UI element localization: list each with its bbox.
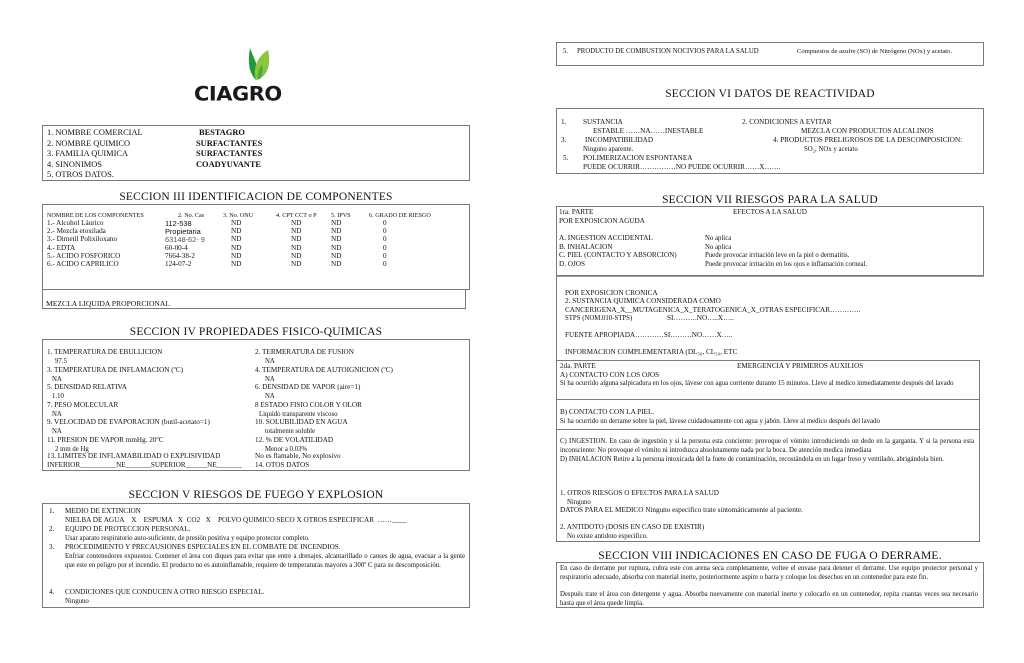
ingestion-text: C) INGESTION. En caso de ingestión y si la persona esta conciente: provoque el vómito introduciendo un dedo en la garganta. Y si la persona esta inconsciente: No provoque el vómito ni introduzca absolutamente nada por la boca. De atención medica inmediata [560,438,974,454]
fire-item-1-num: 1. [49,507,55,515]
fire-box [42,503,470,608]
info-label: INFORMACION COMPLEMENTARIA (DL₅₀, CL₅₀, ETC [565,348,738,356]
react-num-5: 5. [563,154,569,162]
fire-item-1-text: NIELBA DE AGUA X ESPUMA X CO2 X POLVO QUIMICO SECO X OTROS ESPECIFICAR ……____ [65,516,407,524]
id-value-4: COADYUVANTE [196,159,261,169]
property-label: 3. TEMPERATURA DE INFLAMACION (ºC) [47,365,184,374]
component-name: 1.- Alcohol Láurico [47,219,104,227]
component-cell: 60-00-4 [165,243,188,252]
components-footer: MEZCLA LIQUIDA PROPORCIONAL [46,299,171,308]
combustion-label: PRODUCTO DE COMBUSTION NOCIVIOS PARA LA SALUD [577,48,759,55]
property-label: 12. % DE VOLATILIDAD [255,435,334,444]
component-cell: ND [291,235,302,244]
first-aid-box [556,360,980,542]
property-value: NA [265,393,275,400]
part2-label: 2da. PARTE [560,362,596,370]
react-num-1: 1. [561,118,567,126]
section6-title: SECCION VI DATOS DE REACTIVIDAD [665,88,875,100]
id-label-2: 2. NOMBRE QUIMICO [47,138,131,148]
property-label: 8 ESTADO FISIO COLOR Y OLOR [255,400,362,409]
id-label-1: 1. NOMBRE COMERCIAL [47,128,143,137]
id-label-5: 5. OTROS DATOS. [47,170,114,179]
column-header: 6. GRADO DE RIESGO [369,212,431,219]
divider [557,429,979,430]
combustion-num: 5. [563,48,569,55]
productos-label: 4. PRODUCTOS PRELIGROSOS DE LA DESCOMPOSICION: [773,136,963,144]
acute-c-value: Puede provocar irritación leve en la piel o dermatitis. [705,252,850,259]
part1-label: 1ra. PARTE [559,208,594,216]
eyes-text: Si ha ocurrido alguna salpicadura en los ojos, lávese con agua corriente durante 15 minutos. Lleve al medico inmediatamente después del lavado [560,380,954,387]
fire-item-1-label: MEDIO DE EXTINCION [65,507,141,515]
acute-c-label: C. PIEL (CONTACTO Y ABSORCION) [559,251,677,259]
limits-value: No es flamable, No explosivo [255,452,341,460]
component-cell: ND [331,235,342,244]
chronic-line-1: 2. SUSTANCIA QUIMICA CONSIDERADA COMO [565,297,721,305]
acute-d-value: Puede provocar irritación en los ojos e inflamación corneal. [705,260,868,268]
polim-label: POLIMERIZACION ESPONTANEA [583,154,693,162]
id-label-4: 4. SINONIMOS [47,159,102,169]
property-value: Menor a 0.03% [265,445,308,453]
component-cell: ND [231,227,242,236]
incompat-value: Ninguno aparente. [583,146,634,153]
antidote-value: No existe antidoto especifico. [567,533,648,540]
react-num-3: 3. [561,136,567,144]
column-header: 2. No. Cas [178,212,205,219]
fire-item-2-label: EQUIPO DE PROTECCION PERSONAL. [65,525,191,533]
chronic-box [556,276,984,360]
acute-a-value: No aplica [705,235,732,242]
component-cell: ND [291,227,302,236]
stps-label: STPS (NOM.010-STPS) [565,315,633,322]
fire-item-2-num: 2. [49,525,55,533]
property-value: NA [265,375,275,383]
column-header: 5. IPVS [331,212,351,219]
acute-label: POR EXPOSICION AGUDA [559,217,645,225]
id-value-3: SURFACTANTES [196,149,263,158]
component-cell: ND [331,219,342,227]
component-cell: Propietaria [165,227,201,237]
property-label: 4. TEMPERATURA DE AUTOIGNICION (ºC) [255,365,393,374]
id-value-1: BESTAGRO [199,128,245,137]
components-box [42,204,470,290]
acute-d-label: D. OJOS [559,259,585,268]
chronic-line-2: CANCERIGENA_X__MUTAGENICA_X_TERATOGENICA_X_OTRAS ESPECIFICAR…………. [565,305,861,314]
component-cell: 0 [383,227,387,236]
spill-box [556,562,984,608]
component-cell: ND [291,219,302,227]
doctor-text: DATOS PARA EL MEDICO Ninguno especifico trate sintomáticamente al paciente. [560,506,803,514]
part2-heading: EMERGENCIA Y PRIMEROS AUXILIOS [737,362,864,370]
stps-value: SI……….NO…..X….. [667,314,734,322]
limits-line: INFERIOR__________NE_______SUPERIOR______NE_______ [47,461,242,469]
property-label: 9. VELOCIDAD DE EVAPORACION (butil-acetato=1) [47,418,210,426]
component-cell: 0 [383,260,387,268]
inhalation-text: D) INHALACION Retire a la persona intoxicada del la fuete de contaminación, recostándola en un lugar freso y ventilado, abrigándola bien. [560,456,944,463]
component-cell: ND [231,260,242,268]
component-cell: ND [231,251,242,260]
fire-item-3-num: 3. [49,543,55,551]
column-header: NOMBRE DE LOS COMPONENTES [47,212,144,219]
section4-title: SECCION IV PROPIEDADES FISICO-QUIMICAS [129,326,383,338]
component-cell: 63148-62- 9 [165,235,205,245]
skin-label: B) CONTACTO CON LA PIEL. [560,408,655,416]
fire-item-4-num: 4. [49,588,55,596]
part1-heading: EFECTOS A LA SALUD [733,208,807,216]
property-label: 10. SOLUBILIDAD EN AGUA [255,418,348,426]
section8-title: SECCION VIII INDICACIONES EN CASO DE FUGA O DERRAME. [598,550,942,562]
brand-name: CIAGRO [194,82,282,106]
properties-box [42,339,470,471]
section5-title: SECCION V RIESGOS DE FUEGO Y EXPLOSION [128,489,384,501]
acute-b-value: No aplica [705,243,732,251]
antidote-label: 2. ANTIDOTO (DOSIS EN CASO DE EXISTIR) [560,523,705,531]
component-cell: ND [291,243,302,252]
component-cell: ND [331,251,342,260]
property-value: NA [52,375,62,383]
divider [557,399,979,400]
id-value-2: SURFACTANTES [196,138,263,148]
property-label: 1. TEMPERATURA DE EBULLICION [47,348,163,356]
property-value: NA [52,428,62,435]
ciagro-logo [192,44,328,108]
sustancia-value: ESTABLE ……NA……INESTABLE [593,127,704,135]
component-cell: ND [331,227,342,236]
eyes-label: A) CONTACTO CON LOS OJOS [560,370,660,379]
identification-box [42,125,470,181]
component-cell: 124-07-2 [165,260,192,268]
component-cell: ND [231,243,242,252]
section3-title: SECCION III IDENTIFICACION DE COMPONENTES [119,191,393,203]
id-label-3: 3. FAMILIA QUIMICA [47,149,129,158]
property-value: 1.10 [52,393,64,400]
property-value: 2 mm de Hg [55,445,89,453]
other-data-label: 14. OTOS DATOS [255,461,310,469]
other-risks-value: Ninguno [567,499,591,506]
components-footer-box [42,289,466,309]
skin-text: Si ha ocurrido un derrame sobre la piel, lávese cuidadosamente con agua y jabón. Lleve al medico después del lavado [560,418,880,425]
combustion-box [556,42,984,66]
property-value: Liquido transparente viscoso [259,410,338,418]
reactivity-box [556,108,984,174]
spill-p1: En caso de derrame por ruptura, cubra este con arena seca completamente, voltee el envase para detener el derrame. Use equipo protector personal y respiratorio adecuado, absorba con material inerte, posteriormente aspire o barra y coloque los desechos en un contenedor para este fin. [560,565,978,581]
component-cell: ND [291,260,302,268]
property-value: NA [265,358,275,365]
polim-value: PUEDE OCURRIR……………NO PUEDE OCURRIR……X……. [583,163,781,171]
column-header: 4. CPT CCT o P [276,212,317,219]
component-cell: ND [331,260,342,268]
component-name: 6.- ACIDO CAPRILICO [47,260,119,268]
fire-item-4-text: Ninguno [65,598,89,605]
fuente-label: FUENTE APROPIADA…………SI………NO……X….. [565,331,733,339]
condiciones-value: MEZCLA CON PRODUCTOS ALCALINOS [801,127,934,135]
property-label: 5. DENSIDAD RELATIVA [47,383,127,391]
productos-value: SO₂, NOx y acetato [804,146,858,153]
component-cell: 0 [383,251,387,260]
property-value: NA [52,410,62,418]
component-name: 4.- EDTA [47,243,76,252]
limits-label: 13. LIMITES DE INFLAMABILIDAD O EXPLISIVIDAD [47,452,221,460]
acute-box [556,206,984,276]
other-risks-label: 1. OTROS RIESGOS O EFECTOS PARA LA SALUD [560,489,719,497]
component-name: 5.- ACIDO FOSFORICO [47,251,121,260]
leaf-icon [192,44,328,88]
fire-item-2-text: Usar aparato respiratorio auto-suficiente, de presión positiva y equipo protector completo. [65,535,310,542]
sustancia-label: SUSTANCIA [583,118,623,126]
component-name: 2.- Mezcla etoxilada [47,227,106,236]
condiciones-label: 2. CONDICIONES A EVITAR [742,118,832,126]
acute-b-label: B. INHALACION [559,242,613,251]
property-value: totalmente soluble [265,428,316,435]
spill-p2: Después trate el área con detergente y agua. Absorba nuevamente con material inerte y colocarlo en un contenedor, repita cuantas veces sea necesario hasta que el área quede limpia. [560,591,978,607]
property-label: 2. TERMERATURA DE FUSION [255,348,354,356]
component-cell: ND [231,219,242,227]
component-cell: 112-538 [165,219,192,228]
component-cell: 7664-38-2 [165,251,195,260]
chronic-label: POR EXPOSICION CRONICA [565,289,658,297]
acute-a-label: A. INGESTION ACCIDENTAL [559,234,653,242]
component-cell: 0 [383,235,387,244]
component-cell: ND [231,235,242,244]
combustion-value: Compuestos de azufre (SO) de Nitrógeno (NOx) y acetato. [797,48,953,55]
section7-title: SECCION VII RIESGOS PARA LA SALUD [662,194,878,206]
incompat-label: INCOMPATIBILIDAD [585,136,654,144]
component-cell: ND [331,243,342,252]
column-header: 3. No. ONU [223,212,254,219]
fire-item-3-label: PROCEDIMIENTO Y PRECAUSIONES ESPECIALES EN EL COMBATE DE INCENDIOS. [65,543,341,551]
fire-item-4-label: CONDICIONES QUE CONDUCEN A OTRO RIESGO ESPECIAL. [65,588,265,596]
component-cell: 0 [383,243,387,252]
property-label: 11. PRESION DE VAPOR mmHg. 20ºC [47,435,164,444]
fire-item-3-text: Enfriar contenedores expuestos. Contener el área con diques para evitar que entre a drenajes, alcantarillado o causes de agua, evacuar a la gente que este en peligro por el incendio. El producto no es autoinflamable, requiere de temperaturas mayores a 300º C para su descomposición. [65,553,465,569]
property-value: 97.5 [55,358,67,365]
component-name: 3.- Dimetil Polixiloxano [47,235,118,244]
property-label: 7. PESO MOLECULAR [47,400,119,409]
component-cell: 0 [383,219,387,227]
component-cell: ND [291,251,302,260]
property-label: 6. DENSIDAD DE VAPOR (aire=1) [255,383,361,391]
